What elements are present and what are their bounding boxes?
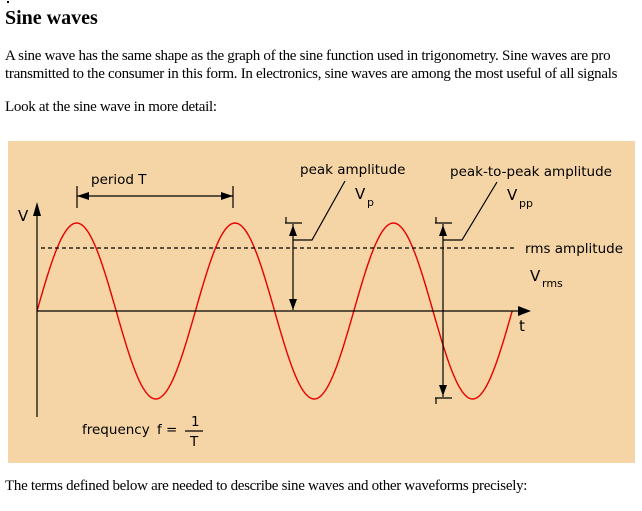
v-axis-label: V [18,207,29,225]
peak-to-peak-down-arrowhead-icon [439,385,447,396]
stray-dot [7,1,9,3]
peak-amplitude-down-arrowhead-icon [289,299,297,310]
peak-to-peak-up-arrowhead-icon [439,225,447,236]
v-axis-arrowhead-icon [33,202,41,216]
peak-voltage-subscript: p [367,196,374,209]
lead-in-text: Look at the sine wave in more detail: [5,99,217,115]
frequency-numerator: 1 [191,414,200,430]
peak-voltage-symbol: V [355,185,366,203]
frequency-denominator: T [190,434,199,450]
t-axis-arrowhead-icon [518,306,531,316]
t-axis-label: t [519,317,525,335]
period-left-arrowhead-icon [77,192,89,200]
peak-to-peak-voltage-subscript: pp [519,197,533,210]
intro-paragraph-line-2: transmitted to the consumer in this form. In electronics, sine waves are among the most useful of all signals [5,66,618,82]
peak-to-peak-label: peak-to-peak amplitude [450,164,612,180]
peak-to-peak-leader-line [443,182,497,240]
closing-text: The terms defined below are needed to describe sine waves and other waveforms precisely: [5,478,528,494]
period-right-arrowhead-icon [221,192,233,200]
rms-voltage-subscript: rms [542,277,563,290]
page-title [5,7,98,30]
sine-wave-diagram [8,141,635,463]
rms-amplitude-label: rms amplitude [525,241,624,257]
frequency-equation-label: f = [157,422,178,438]
peak-amplitude-label: peak amplitude [300,162,406,178]
peak-amplitude-up-arrowhead-icon [289,225,297,236]
frequency-word-label: frequency [82,422,150,438]
peak-amplitude-leader-line [293,181,345,240]
sine-wave-figure [8,141,635,463]
period-label: period T [91,172,147,188]
intro-paragraph-line-1: A sine wave has the same shape as the graph of the sine function used in trigonometry. Sine waves are pro [5,48,611,64]
peak-to-peak-voltage-symbol: V [507,186,518,204]
page-title-text: Sine waves [5,7,98,29]
rms-voltage-symbol: V [530,267,541,285]
